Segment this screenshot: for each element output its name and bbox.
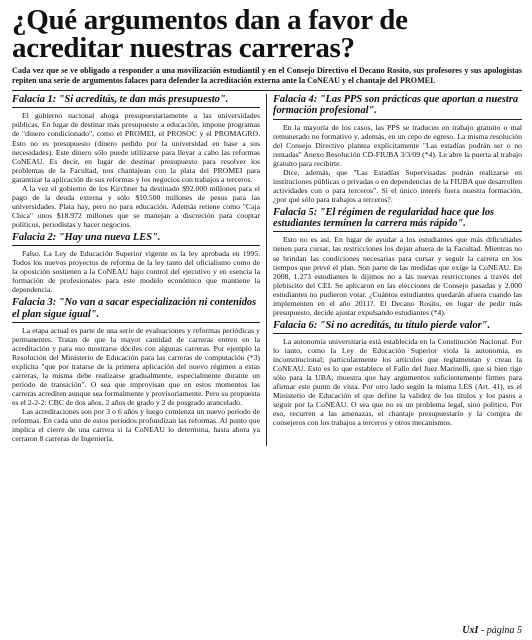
- paragraph: El gobierno nacional ahoga presupuestariamente a las universidades públicas. En lugar de destinar más presupuesto a educación, impone programas de "dinero condicionado", como el PROMEI, el PROSOC y el PROMAGRO. Esto no es presupuesto (dinero pedido por la universidad en base a sus necesidades). Este dinero sólo puede utilizarse para llevar a cabo las reformas CoNEAU. Es decir, en lugar de destinar presupuesto para resolver los problemas de la Facultad, nos chantajean con la plata del PROMEI para garantizar la aplicación de sus reformas y los negocios con trabajos a terceros.: [12, 111, 260, 184]
- paragraph: Las acreditaciones son por 3 o 6 años y luego comienza un nuevo período de reformas. En cada uno de estos períodos profundizan las reformas. Al punto que implica el cierre de una carrera si la CoNEAU lo determina, hasta ahora ya cerraron 8 carreras de Ingeniería.: [12, 407, 260, 444]
- article-title: ¿Qué argumentos dan a favor de acreditar nuestras carreras?: [12, 4, 408, 64]
- section-falacia-3: [12, 297, 260, 443]
- publication-logo: UxI: [462, 625, 479, 636]
- page-footer: [462, 625, 522, 636]
- paragraph: En la mayoría de los casos, las PPS se traducen en trabajo gratuito o mal remunerado no formativo y, además, en un cepo de egreso. La misma resolución del Consejo Directivo plantea explícitamente "Las estadías podrán ser o no rentadas" Anexo Resolución CD-FIUBA 3/3/09 (*4). Le abre la puerta al trabajo gratuito para recibirte.: [273, 122, 522, 168]
- section-heading: Falacia 5: "El régimen de regularidad hace que los estudiantes terminen la carrera más rápido".: [273, 207, 522, 232]
- section-heading: Falacia 2: "Hay una nueva LES".: [12, 232, 260, 246]
- page-number: - página 5: [478, 625, 522, 636]
- section-heading: Falacia 4: "Las PPS son prácticas que aportan a nuestra formación profesional".: [273, 94, 522, 119]
- paragraph: Falso. La Ley de Educación Superior vigente es la ley aprobada en 1995. Todos los nuevos proyectos de reforma de la ley tanto del oficialismo como de la oposición sostienen a la CoNEAU bajo control del ejecutivo y en esencia la formación de profesionales para este modelo económico que mantiene la dependencia.: [12, 249, 260, 295]
- paragraph: Dice, además, que "Las Estadías Supervisadas podrán realizarse en instituciones públicas o privadas o en dependencias de la FIUBA que desarrollen actividades con o para terceros". Si el único interés fuera nuestra formación, ¿por qué sólo para trabajos a terceros?.: [273, 167, 522, 204]
- section-heading: Falacia 6: "Si no acreditás, tu título pierde valor".: [273, 320, 522, 334]
- section-heading: Falacia 3: "No van a sacar especialización ni contenidos el plan sigue igual".: [12, 297, 260, 322]
- right-column: [267, 94, 522, 446]
- paragraph: La etapa actual es parte de una serie de evaluaciones y reformas periódicas y permanentes. Tratan de que la mayor cantidad de carreras entren en la acreditación y para eso mostrarse dóciles con algunas carreras. Por ejemplo la Resolución del Ministerio de Educación para las carreras de computación (*3) explicita "que por tratarse de la primera aplicación del nuevo régimen a estas carreras, la misma debe realizarse gradualmente, especialmente durante un período de transición". O sea que improvisan que en estos momentos las carreras acrediten aunque sea formalmente y provisoriamente. Pero su propuesta es el 2-2-2: CBC de dos años, 2 años de grado y 2 de posgrado arancelado.: [12, 325, 260, 408]
- section-heading: Falacia 1: "Si acreditás, te dan más presupuesto".: [12, 94, 260, 108]
- article-intro: Cada vez que se ve obligado a responder a una movilización estudiantil y en el Consejo Directivo el Decano Rosito, sus profesores y sus apologistas repiten una serie de argumentos falaces para defender la acreditación externa ante la CoNEAU y el chantaje del PROMEI.: [12, 66, 522, 85]
- section-falacia-2: [12, 232, 260, 294]
- left-column: [12, 94, 267, 446]
- section-falacia-5: [273, 207, 522, 317]
- section-falacia-1: [12, 94, 260, 229]
- article-columns: [12, 94, 522, 446]
- header-divider: [12, 90, 522, 91]
- section-falacia-4: [273, 94, 522, 204]
- paragraph: A la vez el gobierno de los Kirchner ha destinado $92.000 millones para el pago de la deuda externa y sólo $10.500 millones de pesos para las universidades. Plata hay, pero no para educación. Además retiene como "Caja Chica" unos $18.972 millones que se manejan a discreción para cooptar políticos, periodistas y hacer negocios.: [12, 183, 260, 229]
- paragraph: Esto no es así. En lugar de ayudar a los estudiantes que más dificultades tienen para cursar, las restricciones los dejan afuera de la Facultad. Mientras no se brindan las condiciones necesarias para cursar y seguir la carrera en los tiempos que prevé el plan. Son parte de las medidas que exige la CoNEAU. En 2008, 1.273 estudiantes le dijimos no a las nuevas restricciones a través del plebiscito del CEI. Se aplicaron en las elecciones de Consejo pasadas y 2.000 estudiantes no pudieron votar. ¿Cuántos estudiantes quedarán afuera cuando las implementen en el año 2011?. El Decano Rosito, en lugar de pedir más presupuesto, decide ajustar expulsando estudiantes (*4).: [273, 235, 522, 317]
- paragraph: La autonomía universitaria está establecida en la Constitución Nacional. Por lo tanto, como la Ley de Educación Superior viola la autonomía, es inconstitucional; particularmente los artículos que reglamentan y crean la CoNEAU. Esto es lo que establece el Fallo del Juez Marinelli, que si bien rige sólo para la UBA, muestra que hay argumentos suficientemente firmes para afirmar este punto de vista. Por otro lado según la misma LES (Art. 41), es el Ministerio de Educación el que define la validez de los títulos y los pasos a seguir por la CoNEAU. O sea que no es un problema legal, sino político. Por eso, recurren a las amenazas, el chantaje presupuestario y la compra de consejeros con los trabajos a terceros y otros mecanismos.: [273, 337, 522, 428]
- section-falacia-6: [273, 320, 522, 428]
